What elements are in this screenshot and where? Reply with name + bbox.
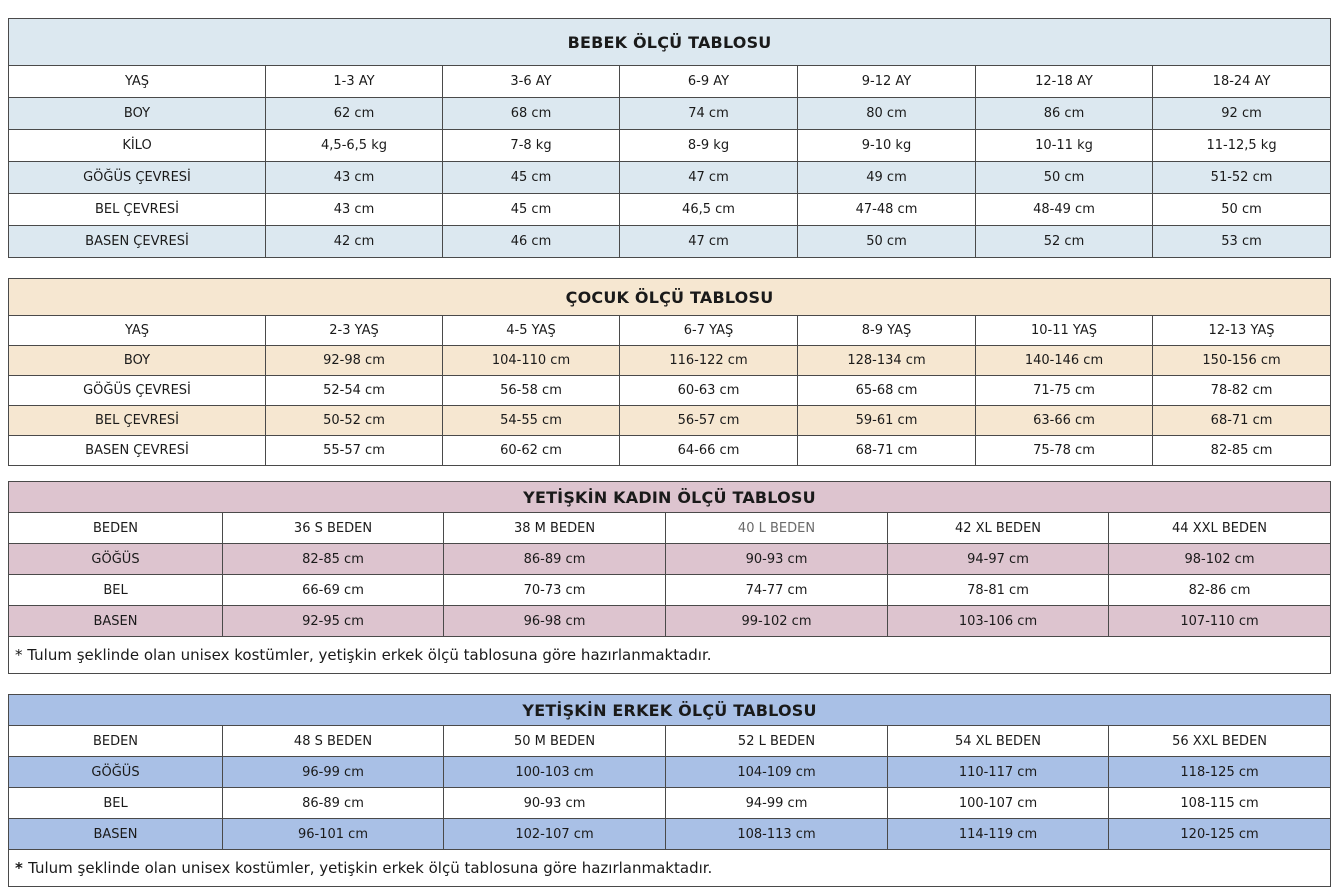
value-cell: 42 cm bbox=[266, 226, 443, 258]
value-cell: 102-107 cm bbox=[444, 819, 666, 850]
row-label: BEL bbox=[9, 575, 223, 606]
value-cell: 63-66 cm bbox=[976, 406, 1153, 436]
footnote-cell bbox=[9, 850, 1331, 887]
value-cell: 82-85 cm bbox=[1153, 436, 1331, 466]
value-cell: 54-55 cm bbox=[443, 406, 620, 436]
table-row bbox=[9, 226, 1331, 258]
value-cell: 50 cm bbox=[976, 162, 1153, 194]
table-row bbox=[9, 726, 1331, 757]
value-cell: 68-71 cm bbox=[798, 436, 976, 466]
value-cell: 1-3 AY bbox=[266, 66, 443, 98]
row-label: BASEN ÇEVRESİ bbox=[9, 226, 266, 258]
value-cell: 47 cm bbox=[620, 226, 798, 258]
value-cell: 75-78 cm bbox=[976, 436, 1153, 466]
value-cell: 50-52 cm bbox=[266, 406, 443, 436]
value-cell: 68-71 cm bbox=[1153, 406, 1331, 436]
value-cell: 46,5 cm bbox=[620, 194, 798, 226]
value-cell: 110-117 cm bbox=[888, 757, 1109, 788]
row-label: BEL ÇEVRESİ bbox=[9, 194, 266, 226]
baby-table-title: BEBEK ÖLÇÜ TABLOSU bbox=[9, 19, 1331, 66]
footnote-marker: * bbox=[15, 646, 28, 664]
table-row bbox=[9, 757, 1331, 788]
value-cell: 50 cm bbox=[1153, 194, 1331, 226]
value-cell: 94-99 cm bbox=[666, 788, 888, 819]
table-row bbox=[9, 544, 1331, 575]
value-cell: 140-146 cm bbox=[976, 346, 1153, 376]
value-cell: 96-99 cm bbox=[223, 757, 444, 788]
value-cell: 128-134 cm bbox=[798, 346, 976, 376]
value-cell: 43 cm bbox=[266, 194, 443, 226]
footnote-row bbox=[9, 637, 1331, 674]
row-label: YAŞ bbox=[9, 316, 266, 346]
value-cell: 40 L BEDEN bbox=[666, 513, 888, 544]
adult-women-table-title: YETİŞKİN KADIN ÖLÇÜ TABLOSU bbox=[9, 482, 1331, 513]
table-row bbox=[9, 66, 1331, 98]
table-row bbox=[9, 575, 1331, 606]
value-cell: 96-98 cm bbox=[444, 606, 666, 637]
value-cell: 55-57 cm bbox=[266, 436, 443, 466]
table-title-row bbox=[9, 19, 1331, 66]
value-cell: 6-7 YAŞ bbox=[620, 316, 798, 346]
value-cell: 45 cm bbox=[443, 162, 620, 194]
value-cell: 47 cm bbox=[620, 162, 798, 194]
baby-size-table bbox=[8, 18, 1331, 258]
value-cell: 99-102 cm bbox=[666, 606, 888, 637]
value-cell: 50 M BEDEN bbox=[444, 726, 666, 757]
value-cell: 42 XL BEDEN bbox=[888, 513, 1109, 544]
value-cell: 90-93 cm bbox=[666, 544, 888, 575]
value-cell: 108-113 cm bbox=[666, 819, 888, 850]
row-label: GÖĞÜS bbox=[9, 757, 223, 788]
value-cell: 53 cm bbox=[1153, 226, 1331, 258]
value-cell: 98-102 cm bbox=[1109, 544, 1331, 575]
value-cell: 65-68 cm bbox=[798, 376, 976, 406]
value-cell: 12-18 AY bbox=[976, 66, 1153, 98]
value-cell: 100-103 cm bbox=[444, 757, 666, 788]
value-cell: 6-9 AY bbox=[620, 66, 798, 98]
row-label: BASEN bbox=[9, 606, 223, 637]
value-cell: 86-89 cm bbox=[223, 788, 444, 819]
value-cell: 52 L BEDEN bbox=[666, 726, 888, 757]
value-cell: 82-85 cm bbox=[223, 544, 444, 575]
adult-men-size-table bbox=[8, 694, 1331, 887]
value-cell: 9-12 AY bbox=[798, 66, 976, 98]
table-row bbox=[9, 788, 1331, 819]
footnote-cell bbox=[9, 637, 1331, 674]
row-label: BASEN bbox=[9, 819, 223, 850]
table-row bbox=[9, 130, 1331, 162]
value-cell: 74 cm bbox=[620, 98, 798, 130]
table-row bbox=[9, 376, 1331, 406]
adult-women-size-table bbox=[8, 481, 1331, 674]
table-row bbox=[9, 194, 1331, 226]
value-cell: 118-125 cm bbox=[1109, 757, 1331, 788]
table-row bbox=[9, 819, 1331, 850]
value-cell: 10-11 kg bbox=[976, 130, 1153, 162]
value-cell: 51-52 cm bbox=[1153, 162, 1331, 194]
table-row bbox=[9, 316, 1331, 346]
value-cell: 9-10 kg bbox=[798, 130, 976, 162]
value-cell: 120-125 cm bbox=[1109, 819, 1331, 850]
value-cell: 11-12,5 kg bbox=[1153, 130, 1331, 162]
value-cell: 60-62 cm bbox=[443, 436, 620, 466]
row-label: GÖĞÜS ÇEVRESİ bbox=[9, 162, 266, 194]
footnote-marker: * bbox=[15, 859, 29, 877]
value-cell: 52-54 cm bbox=[266, 376, 443, 406]
value-cell: 74-77 cm bbox=[666, 575, 888, 606]
value-cell: 2-3 YAŞ bbox=[266, 316, 443, 346]
row-label: BEL bbox=[9, 788, 223, 819]
value-cell: 4-5 YAŞ bbox=[443, 316, 620, 346]
value-cell: 56-57 cm bbox=[620, 406, 798, 436]
value-cell: 62 cm bbox=[266, 98, 443, 130]
value-cell: 68 cm bbox=[443, 98, 620, 130]
value-cell: 94-97 cm bbox=[888, 544, 1109, 575]
value-cell: 7-8 kg bbox=[443, 130, 620, 162]
value-cell: 116-122 cm bbox=[620, 346, 798, 376]
table-row bbox=[9, 436, 1331, 466]
value-cell: 46 cm bbox=[443, 226, 620, 258]
value-cell: 92-95 cm bbox=[223, 606, 444, 637]
value-cell: 12-13 YAŞ bbox=[1153, 316, 1331, 346]
value-cell: 78-81 cm bbox=[888, 575, 1109, 606]
value-cell: 70-73 cm bbox=[444, 575, 666, 606]
footnote-row bbox=[9, 850, 1331, 887]
value-cell: 3-6 AY bbox=[443, 66, 620, 98]
value-cell: 104-109 cm bbox=[666, 757, 888, 788]
row-label: BEDEN bbox=[9, 726, 223, 757]
value-cell: 43 cm bbox=[266, 162, 443, 194]
footnote-text: Tulum şeklinde olan unisex kostümler, yetişkin erkek ölçü tablosuna göre hazırlanmaktadır. bbox=[28, 859, 713, 877]
value-cell: 92-98 cm bbox=[266, 346, 443, 376]
value-cell: 64-66 cm bbox=[620, 436, 798, 466]
table-title-row bbox=[9, 695, 1331, 726]
value-cell: 104-110 cm bbox=[443, 346, 620, 376]
value-cell: 52 cm bbox=[976, 226, 1153, 258]
row-label: BOY bbox=[9, 346, 266, 376]
table-title-row bbox=[9, 279, 1331, 316]
value-cell: 108-115 cm bbox=[1109, 788, 1331, 819]
value-cell: 45 cm bbox=[443, 194, 620, 226]
value-cell: 103-106 cm bbox=[888, 606, 1109, 637]
value-cell: 49 cm bbox=[798, 162, 976, 194]
value-cell: 96-101 cm bbox=[223, 819, 444, 850]
value-cell: 86-89 cm bbox=[444, 544, 666, 575]
table-row bbox=[9, 346, 1331, 376]
row-label: GÖĞÜS ÇEVRESİ bbox=[9, 376, 266, 406]
value-cell: 36 S BEDEN bbox=[223, 513, 444, 544]
value-cell: 100-107 cm bbox=[888, 788, 1109, 819]
value-cell: 56 XXL BEDEN bbox=[1109, 726, 1331, 757]
value-cell: 48 S BEDEN bbox=[223, 726, 444, 757]
child-size-table bbox=[8, 278, 1331, 466]
value-cell: 82-86 cm bbox=[1109, 575, 1331, 606]
table-row bbox=[9, 513, 1331, 544]
value-cell: 92 cm bbox=[1153, 98, 1331, 130]
row-label: BEL ÇEVRESİ bbox=[9, 406, 266, 436]
row-label: KİLO bbox=[9, 130, 266, 162]
row-label: BEDEN bbox=[9, 513, 223, 544]
table-row bbox=[9, 406, 1331, 436]
value-cell: 44 XXL BEDEN bbox=[1109, 513, 1331, 544]
value-cell: 8-9 YAŞ bbox=[798, 316, 976, 346]
value-cell: 150-156 cm bbox=[1153, 346, 1331, 376]
row-label: YAŞ bbox=[9, 66, 266, 98]
value-cell: 107-110 cm bbox=[1109, 606, 1331, 637]
value-cell: 10-11 YAŞ bbox=[976, 316, 1153, 346]
value-cell: 38 M BEDEN bbox=[444, 513, 666, 544]
row-label: GÖĞÜS bbox=[9, 544, 223, 575]
value-cell: 114-119 cm bbox=[888, 819, 1109, 850]
value-cell: 50 cm bbox=[798, 226, 976, 258]
table-row bbox=[9, 606, 1331, 637]
value-cell: 66-69 cm bbox=[223, 575, 444, 606]
table-row bbox=[9, 98, 1331, 130]
value-cell: 59-61 cm bbox=[798, 406, 976, 436]
value-cell: 80 cm bbox=[798, 98, 976, 130]
value-cell: 71-75 cm bbox=[976, 376, 1153, 406]
value-cell: 90-93 cm bbox=[444, 788, 666, 819]
row-label: BASEN ÇEVRESİ bbox=[9, 436, 266, 466]
value-cell: 56-58 cm bbox=[443, 376, 620, 406]
table-title-row bbox=[9, 482, 1331, 513]
value-cell: 4,5-6,5 kg bbox=[266, 130, 443, 162]
table-row bbox=[9, 162, 1331, 194]
row-label: BOY bbox=[9, 98, 266, 130]
value-cell: 78-82 cm bbox=[1153, 376, 1331, 406]
value-cell: 8-9 kg bbox=[620, 130, 798, 162]
value-cell: 60-63 cm bbox=[620, 376, 798, 406]
value-cell: 48-49 cm bbox=[976, 194, 1153, 226]
footnote-text: Tulum şeklinde olan unisex kostümler, yetişkin erkek ölçü tablosuna göre hazırlanmaktadır. bbox=[27, 646, 712, 664]
value-cell: 47-48 cm bbox=[798, 194, 976, 226]
child-table-title: ÇOCUK ÖLÇÜ TABLOSU bbox=[9, 279, 1331, 316]
value-cell: 54 XL BEDEN bbox=[888, 726, 1109, 757]
value-cell: 86 cm bbox=[976, 98, 1153, 130]
adult-men-table-title: YETİŞKİN ERKEK ÖLÇÜ TABLOSU bbox=[9, 695, 1331, 726]
value-cell: 18-24 AY bbox=[1153, 66, 1331, 98]
